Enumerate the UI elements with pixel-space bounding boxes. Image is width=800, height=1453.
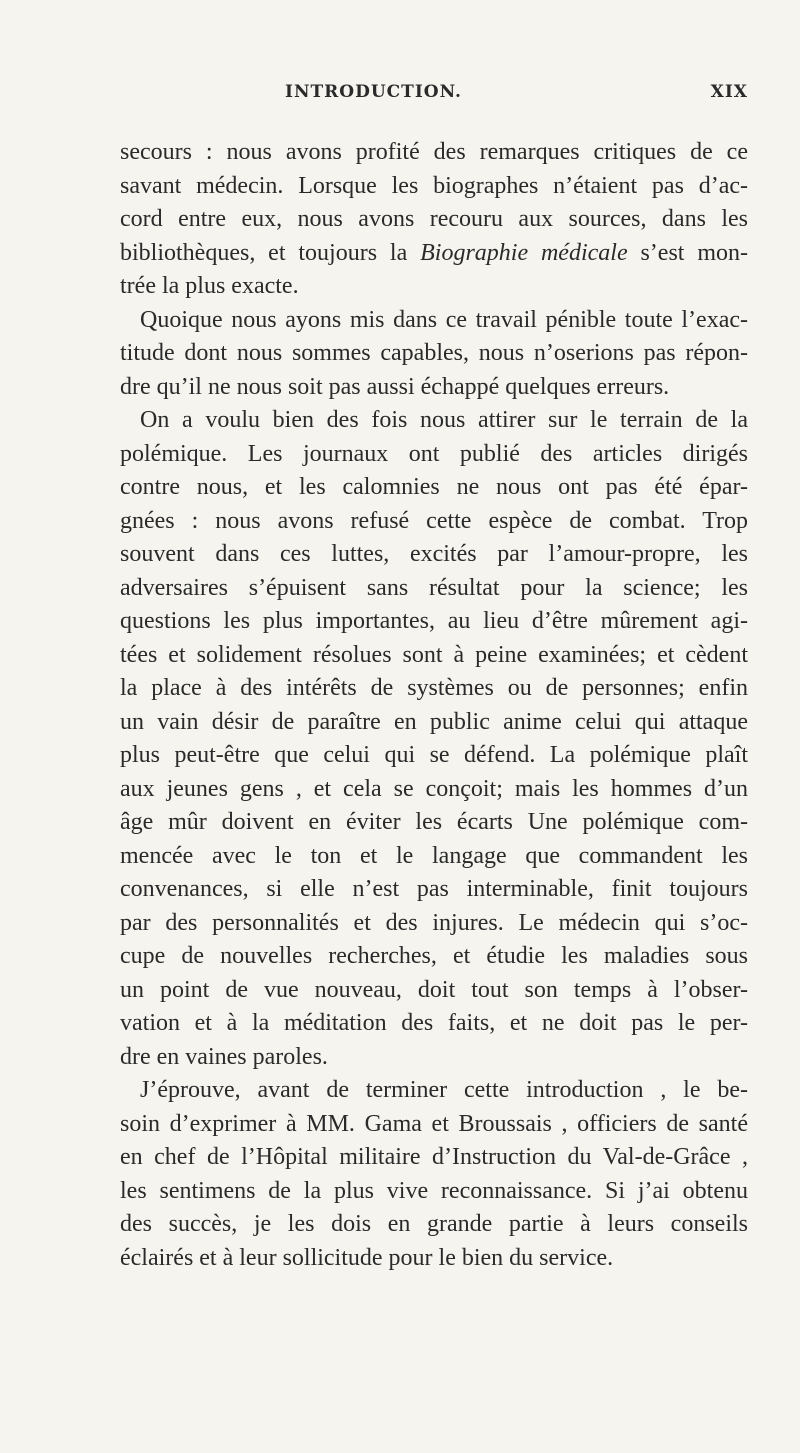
running-title: INTRODUCTION. bbox=[285, 82, 462, 102]
text-line: savant médecin. Lorsque les biographes n’étaient pas d’ac- bbox=[120, 172, 748, 199]
text-line: dre en vaines paroles. bbox=[120, 1043, 328, 1070]
text-line: secours : nous avons profité des remarques critiques de ce bbox=[120, 139, 748, 165]
book-title-italic: Biographie médicale bbox=[420, 239, 628, 266]
text-line: mencée avec le ton et le langage que commandent les bbox=[120, 842, 748, 869]
text-line: un point de vue nouveau, doit tout son temps à l’obser- bbox=[120, 976, 748, 1003]
text-line: questions les plus importantes, au lieu d’être mûrement agi- bbox=[120, 608, 748, 634]
text-line: soin d’exprimer à MM. Gama et Broussais , officiers de santé bbox=[120, 1110, 748, 1137]
body-text bbox=[120, 136, 748, 1275]
text-line: J’éprouve, avant de terminer cette introduction , le be- bbox=[140, 1077, 748, 1103]
running-header bbox=[120, 82, 750, 112]
text-line: par des personnalités et des injures. Le médecin qui s’oc- bbox=[120, 909, 748, 936]
text-line: adversaires s’épuisent sans résultat pour la science; les bbox=[120, 574, 748, 601]
paragraph-1 bbox=[120, 136, 748, 304]
text-line: âge mûr doivent en éviter les écarts Une polémique com- bbox=[120, 809, 748, 835]
text-line: cupe de nouvelles recherches, et étudie les maladies sous bbox=[120, 943, 748, 969]
text-line: contre nous, et les calomnies ne nous ont pas été épar- bbox=[120, 474, 748, 500]
paragraph-3 bbox=[120, 404, 748, 1074]
text-line: On a voulu bien des fois nous attirer sur le terrain de la bbox=[140, 407, 748, 433]
page-number: XIX bbox=[710, 82, 748, 102]
text-line: convenances, si elle n’est pas interminable, finit toujours bbox=[120, 876, 748, 902]
text-line: dre qu’il ne nous soit pas aussi échappé quelques erreurs. bbox=[120, 373, 670, 400]
text-line: des succès, je les dois en grande partie à leurs conseils bbox=[120, 1211, 748, 1237]
text-line: tées et solidement résolues sont à peine examinées; et cèdent bbox=[120, 641, 748, 668]
text-line: gnées : nous avons refusé cette espèce de combat. Trop bbox=[120, 507, 748, 534]
text-line: aux jeunes gens , et cela se conçoit; mais les hommes d’un bbox=[120, 775, 748, 802]
text-line: Quoique nous ayons mis dans ce travail pénible toute l’exac- bbox=[140, 306, 748, 333]
text-line: trée la plus exacte. bbox=[120, 273, 299, 299]
text-line: souvent dans ces luttes, excités par l’amour-propre, les bbox=[120, 541, 748, 567]
paragraph-2 bbox=[120, 304, 748, 405]
paragraph-4 bbox=[120, 1074, 748, 1275]
text-line: titude dont nous sommes capables, nous n’oserions pas répon- bbox=[120, 340, 748, 366]
text-line: un vain désir de paraître en public anime celui qui attaque bbox=[120, 708, 748, 735]
text-line: polémique. Les journaux ont publié des articles dirigés bbox=[120, 440, 748, 467]
text-line: vation et à la méditation des faits, et ne doit pas le per- bbox=[120, 1010, 748, 1036]
text-line: cord entre eux, nous avons recouru aux sources, dans les bbox=[120, 206, 748, 232]
text-line: la place à des intérêts de systèmes ou de personnes; enfin bbox=[120, 675, 748, 701]
text-line: éclairés et à leur sollicitude pour le bien du service. bbox=[120, 1244, 614, 1271]
text-line: bibliothèques, et toujours la Biographie médicale s’est mon- bbox=[120, 239, 748, 266]
text-line: les sentimens de la plus vive reconnaissance. Si j’ai obtenu bbox=[120, 1177, 748, 1204]
text-line: en chef de l’Hôpital militaire d’Instruction du Val-de-Grâce , bbox=[120, 1144, 748, 1170]
text-line: plus peut-être que celui qui se défend. La polémique plaît bbox=[120, 742, 748, 768]
